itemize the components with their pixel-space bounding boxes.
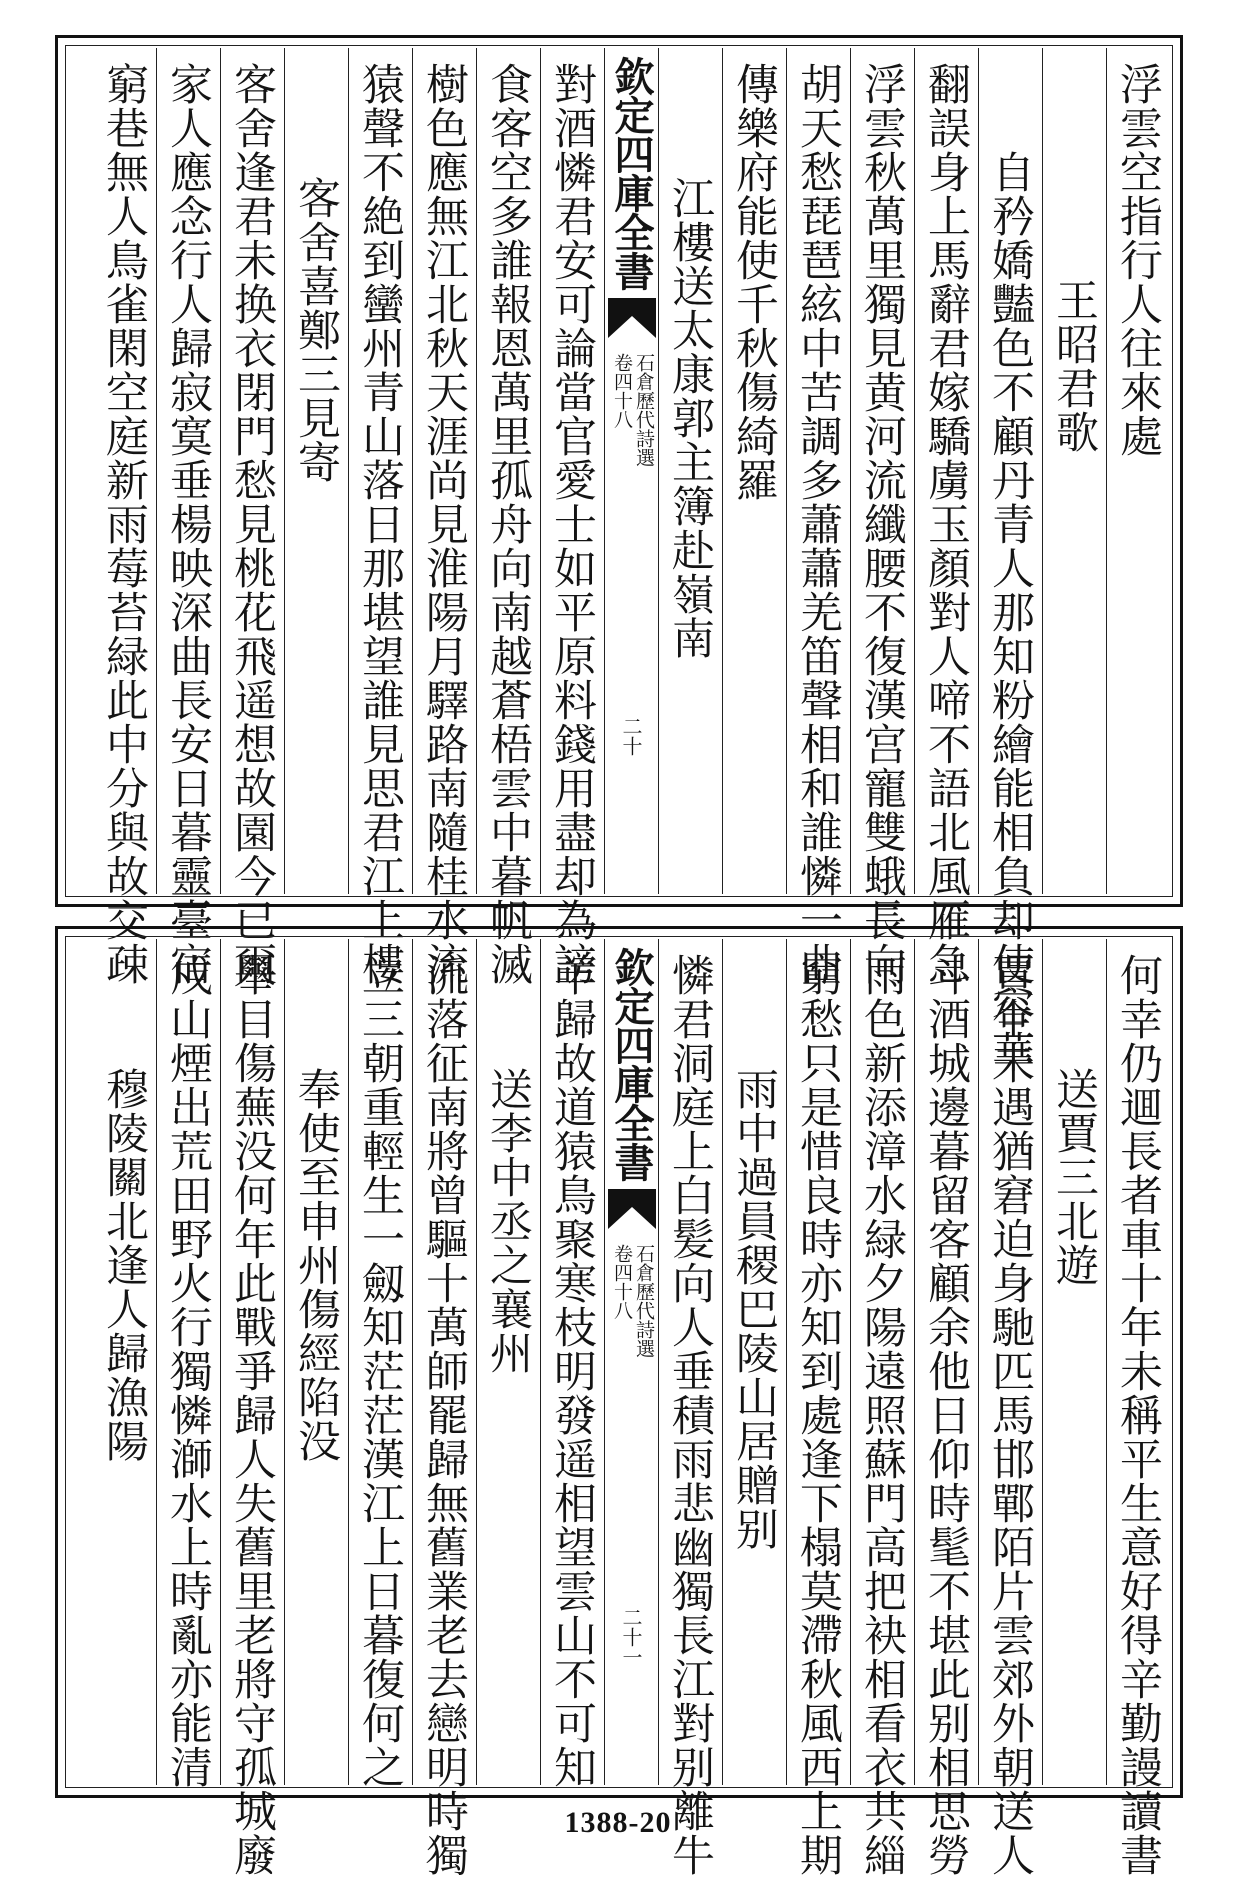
text-column (914, 939, 978, 1877)
column-text: 客舍逢君未换衣閉門愁見桃花飛遥想故園今已爾 (227, 62, 277, 986)
text-column (156, 48, 220, 986)
column-text: 對酒憐君安可論當官愛士如平原料錢用盡却為謗 (547, 62, 597, 986)
upper-leaf (55, 35, 1183, 1074)
column-text: 窮巷無人鳥雀閑空庭新雨莓苔緑此中分與故交疎 (99, 62, 149, 986)
column-text: 羊歸故道猿鳥聚寒枝明發遥相望雲山不可知 (547, 953, 597, 1789)
poem-title: 客舍喜鄭三見寄 (291, 176, 341, 484)
folio-number: 二十一 (619, 1607, 643, 1667)
anthology-title: 石倉歷代詩選 (633, 1244, 655, 1358)
poem-title-column (92, 939, 156, 1785)
column-text: 自矜嬌豔色不顧丹青人那知粉繪能相負却使容華 (985, 150, 1035, 1074)
text-column (156, 939, 220, 1789)
text-column (1106, 48, 1170, 894)
text-column (92, 48, 156, 986)
text-column (850, 48, 914, 986)
text-column (348, 48, 412, 986)
poem-title: 王昭君歌 (1049, 278, 1099, 454)
column-text: 憐君洞庭上白髪向人垂積雨悲幽獨長江對别離牛 (665, 953, 715, 1877)
poem-title-column (1042, 48, 1106, 894)
poem-title: 奉使至申州傷經陷没 (291, 1067, 341, 1463)
poem-title: 送李中丞之襄州 (483, 1067, 533, 1375)
column-text: 猿聲不絶到蠻州青山落日那堪望誰見思君江上樓 (355, 62, 405, 986)
column-text: 家人應念行人歸寂寞垂楊映深曲長安日暮靈臺宿 (163, 62, 213, 986)
text-column (978, 939, 1042, 1877)
poem-title-column (722, 939, 786, 1785)
poem-title-column (658, 48, 722, 894)
page-number: 1388-20 (564, 1806, 672, 1839)
column-text: 窮愁只是惜良時亦知到處逢下榻莫滯秋風西上期 (793, 953, 843, 1877)
column-text: 流落征南將曾驅十萬師罷歸無舊業老去戀明時獨 (419, 953, 469, 1877)
text-column (412, 939, 476, 1877)
center-fold (604, 939, 658, 1785)
column-text: 舉目傷蕪没何年此戰爭歸人失舊里老將守孤城廢 (227, 953, 277, 1877)
text-column (786, 939, 850, 1877)
column-text: 樹色應無江北秋天涯尚見淮陽月驛路南隨桂水流 (419, 62, 469, 986)
poem-title-column (284, 48, 348, 894)
column-text: 翻誤身上馬辭君嫁驕虜玉顏對人啼不語北風雁急 (921, 62, 971, 986)
text-column (412, 48, 476, 986)
series-title: 欽定四庫全書 (608, 947, 655, 1181)
text-column (914, 48, 978, 986)
fishtail-mark-icon (608, 1189, 656, 1229)
poem-title-column (1042, 939, 1106, 1785)
column-text: 斗酒城邊暮留客顧余他日仰時髦不堪此别相思勞 (921, 953, 971, 1877)
text-column (978, 48, 1042, 1074)
text-column (658, 939, 722, 1877)
column-text: 賈生未遇猶窘迫身馳匹馬邯鄲陌片雲郊外朝送人 (985, 953, 1035, 1877)
text-column (476, 48, 540, 986)
column-text: 浮雲空指行人往來處 (1113, 62, 1163, 458)
poem-title: 江樓送太康郭主簿赴嶺南 (665, 176, 715, 660)
text-column (540, 48, 604, 986)
juan-number: 卷四十八 (611, 353, 633, 429)
column-text: 何幸仍逥長者車十年未稱平生意好得辛勤謾讀書 (1113, 953, 1163, 1877)
text-column (786, 48, 850, 986)
column-text: 食客空多誰報恩萬里孤舟向南越蒼梧雲中暮帆滅 (483, 62, 533, 986)
text-column (540, 939, 604, 1789)
column-text: 戍山煙出荒田野火行獨憐溮水上時亂亦能清 (163, 953, 213, 1789)
poem-title: 穆陵關北逢人歸漁陽 (99, 1067, 149, 1463)
column-text: 胡天愁琵琶絃中苦調多蕭蕭羌笛聲相和誰憐一曲 (793, 62, 843, 986)
upper-leaf-columns (68, 48, 1170, 1074)
text-column (220, 48, 284, 986)
juan-number: 卷四十八 (611, 1244, 633, 1320)
text-column (850, 939, 914, 1877)
anthology-title: 石倉歷代詩選 (633, 353, 655, 467)
text-column (1106, 939, 1170, 1877)
poem-title: 雨中過員稷巴陵山居贈别 (729, 1067, 779, 1551)
center-fold (604, 48, 658, 894)
poem-title-column (476, 939, 540, 1785)
text-column (220, 939, 284, 1877)
poem-title: 送賈三北遊 (1049, 1067, 1099, 1287)
fishtail-mark-icon (608, 298, 656, 338)
series-title: 欽定四庫全書 (608, 56, 655, 290)
poem-title-column (284, 939, 348, 1785)
text-column (348, 939, 412, 1789)
column-text: 立三朝重輕生一劔知茫茫漢江上日暮復何之 (355, 953, 405, 1789)
folio-number: 二十 (619, 716, 643, 756)
column-text: 傳樂府能使千秋傷綺羅 (729, 62, 779, 502)
column-text: 雨色新添漳水緑夕陽遠照蘇門高把袂相看衣共緇 (857, 953, 907, 1877)
text-column (722, 48, 786, 894)
column-text: 浮雲秋萬里獨見黄河流纖腰不復漢宫寵雙蛾長向 (857, 62, 907, 986)
